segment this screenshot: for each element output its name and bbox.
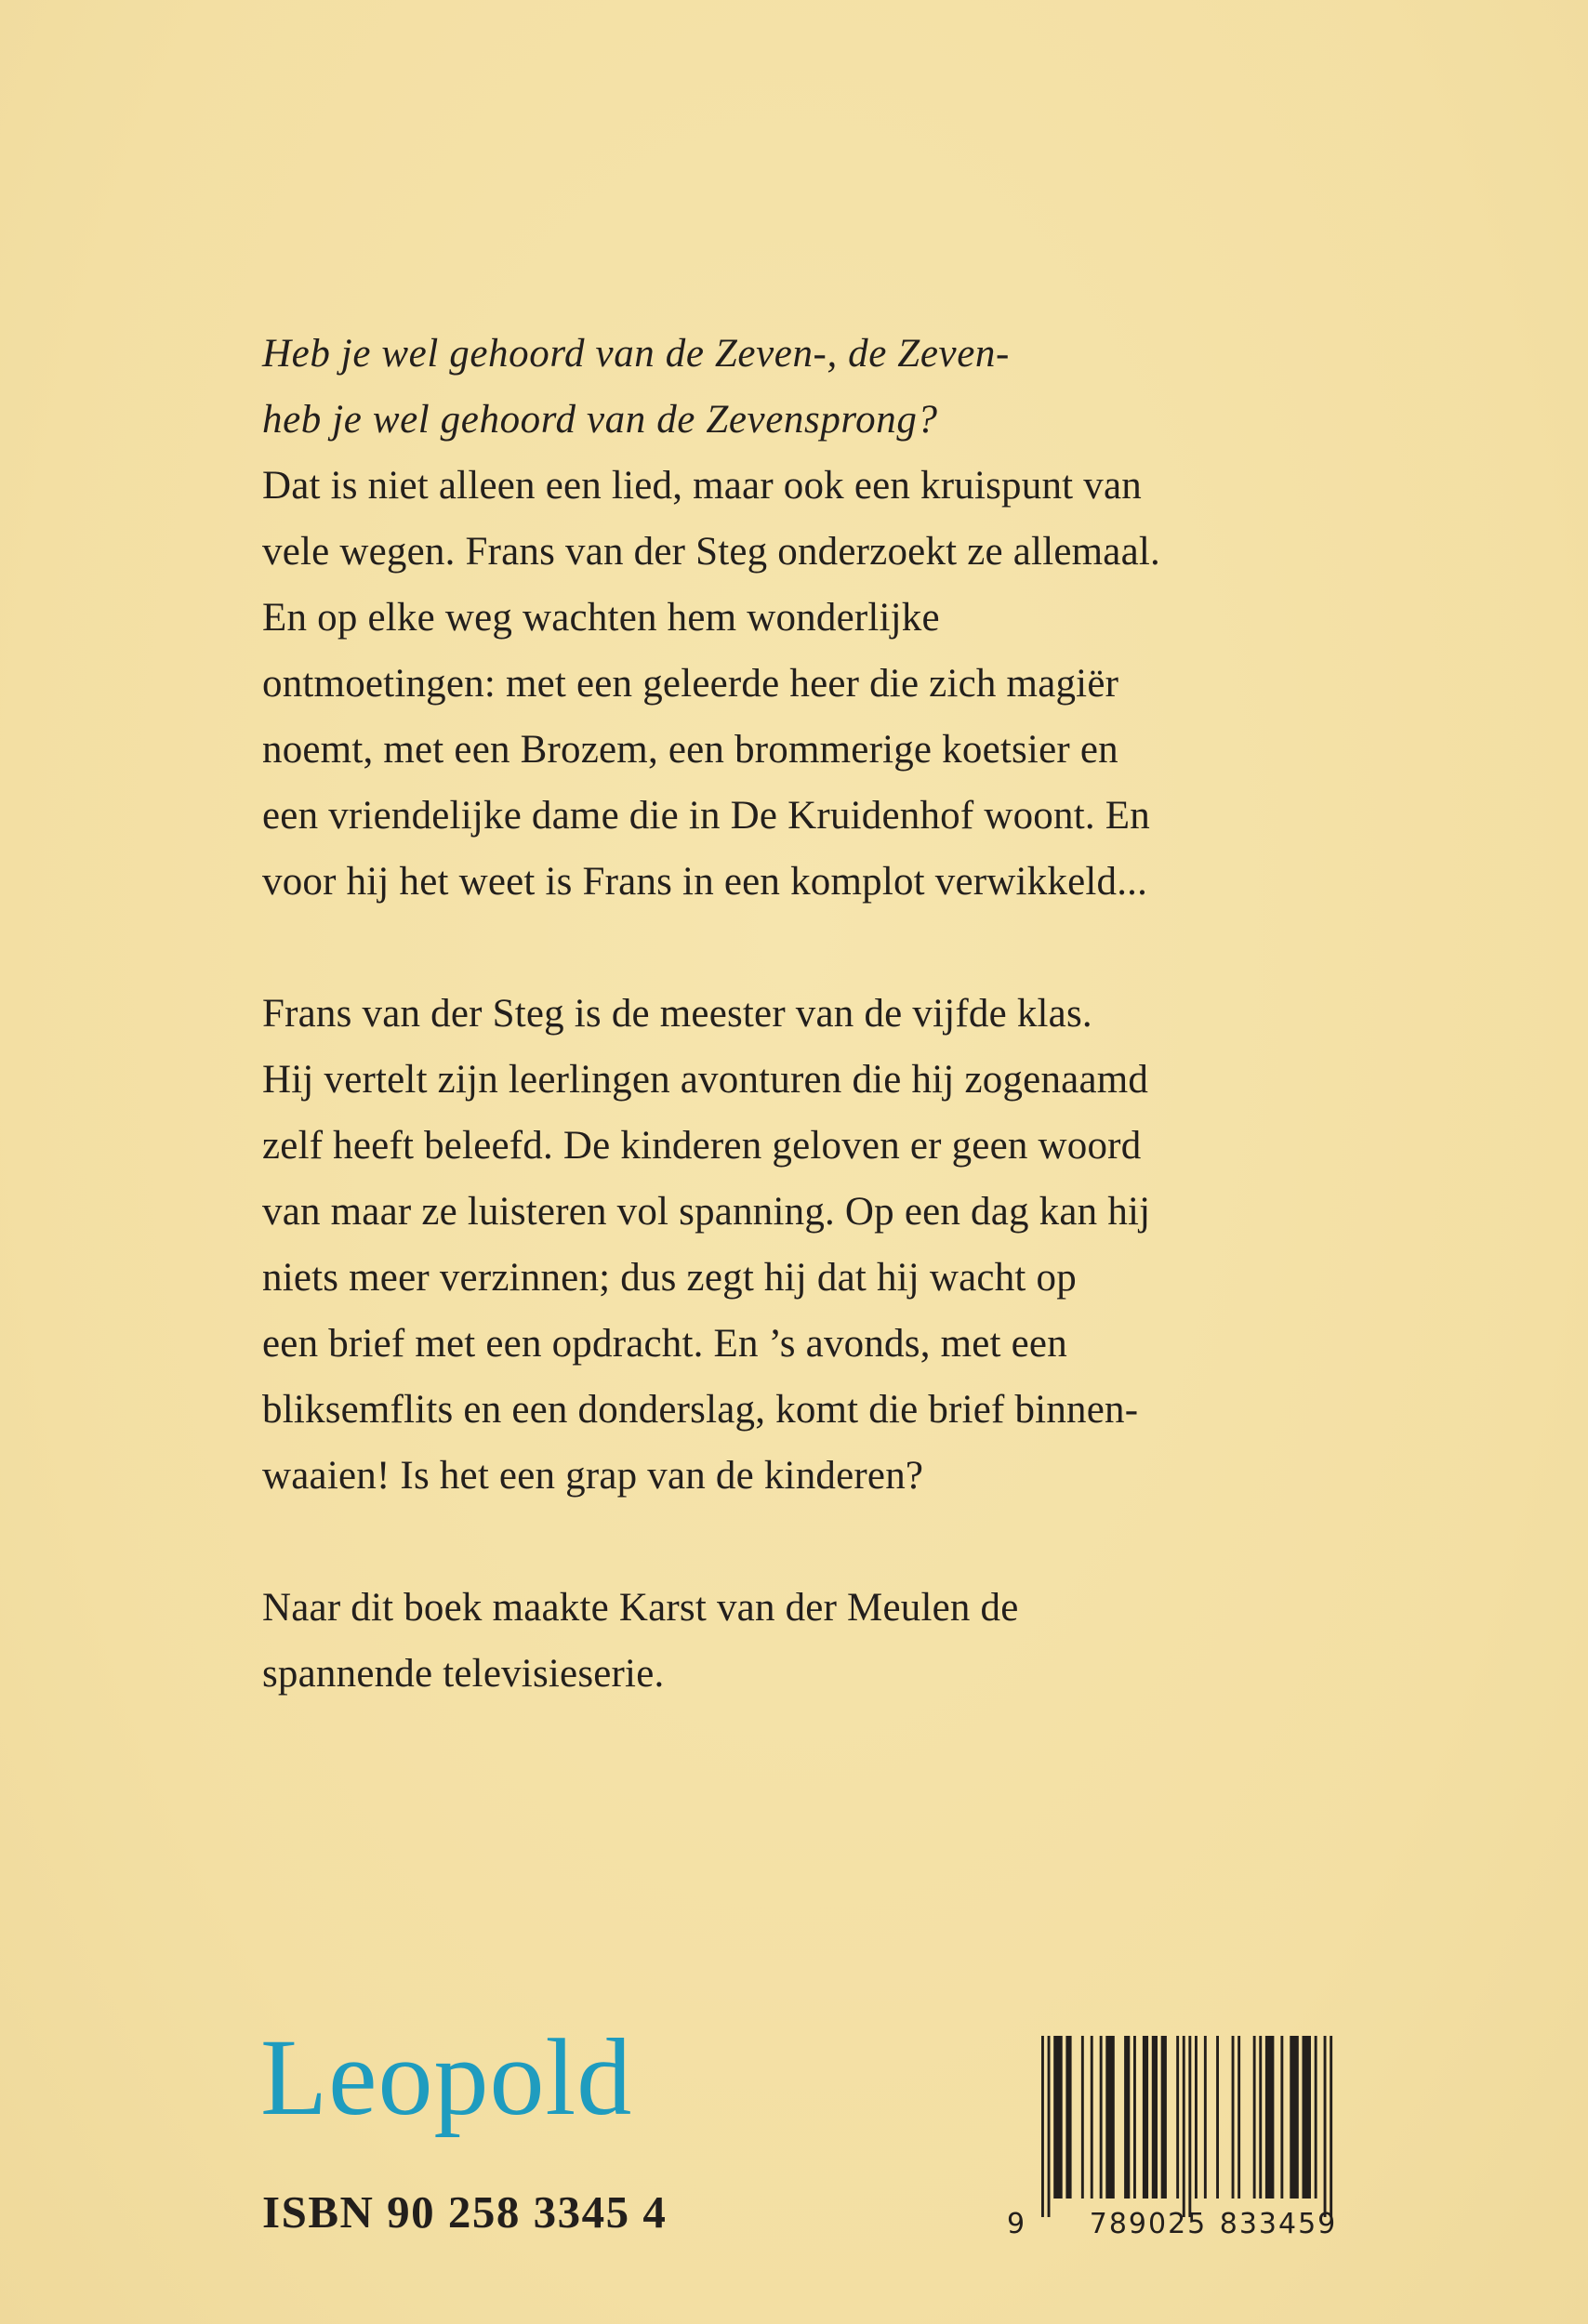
paragraph-line: spannende televisieserie. <box>262 1652 665 1696</box>
paragraph-line: niets meer verzinnen; dus zegt hij dat hij wacht op <box>262 1256 1077 1300</box>
barcode <box>999 2027 1353 2240</box>
barcode-bar <box>1183 2036 1185 2217</box>
barcode-bar <box>1232 2036 1235 2199</box>
paragraph-line: Naar dit boek maakte Karst van der Meulen de <box>262 1586 1019 1630</box>
barcode-first-digit: 9 <box>1007 2208 1026 2240</box>
barcode-bar <box>1081 2036 1084 2199</box>
barcode-bars <box>1041 2036 1332 2217</box>
paragraph-line: bliksemflits en een donderslag, komt die brief binnen- <box>262 1388 1139 1432</box>
barcode-bar <box>1195 2036 1198 2199</box>
paragraph-line: een brief met een opdracht. En ’s avonds, met een <box>262 1322 1067 1366</box>
barcode-bar <box>1161 2036 1167 2199</box>
barcode-bar <box>1188 2036 1191 2217</box>
barcode-bar <box>1091 2036 1093 2199</box>
barcode-bar <box>1303 2036 1312 2199</box>
blurb <box>262 321 1471 1707</box>
paragraph-2 <box>262 981 1471 1509</box>
barcode-bar <box>1204 2036 1207 2199</box>
paragraph-line: Hij vertelt zijn leerlingen avonturen die hij zogenaamd <box>262 1058 1149 1102</box>
paragraph-line: van maar ze luisteren vol spanning. Op een dag kan hij <box>262 1190 1151 1234</box>
barcode-right-digits: 833459 <box>1219 2208 1338 2240</box>
barcode-bar <box>1259 2036 1262 2199</box>
barcode-bar <box>1053 2036 1063 2199</box>
barcode-bar <box>1048 2036 1051 2217</box>
isbn-number: ISBN 90 258 3345 4 <box>262 2186 668 2238</box>
barcode-bar <box>1041 2036 1044 2217</box>
barcode-bar <box>1216 2036 1219 2199</box>
barcode-bar <box>1105 2036 1115 2199</box>
barcode-bar <box>1265 2036 1275 2199</box>
barcode-bar <box>1176 2036 1179 2199</box>
barcode-bar <box>1237 2036 1240 2199</box>
barcode-bar <box>1324 2036 1327 2217</box>
publisher-logo: Leopold <box>260 2016 633 2138</box>
verse-line: Heb je wel gehoord van de Zeven-, de Zeven- <box>262 332 1010 376</box>
paragraph-line: En op elke weg wachten hem wonderlijke <box>262 596 940 640</box>
barcode-left-digits: 789025 <box>1089 2208 1208 2240</box>
verse-line: heb je wel gehoord van de Zevensprong? <box>262 398 938 442</box>
barcode-bar <box>1100 2036 1103 2199</box>
barcode-bar <box>1143 2036 1148 2199</box>
barcode-bar <box>1065 2036 1071 2199</box>
barcode-bar <box>1152 2036 1158 2199</box>
paragraph-line: vele wegen. Frans van der Steg onderzoekt ze allemaal. <box>262 530 1160 574</box>
paragraph-line: een vriendelijke dame die in De Kruidenhof woont. En <box>262 794 1150 838</box>
paragraph-line: zelf heeft beleefd. De kinderen geloven er geen woord <box>262 1124 1142 1168</box>
verse <box>262 321 1471 915</box>
paragraph-line: Dat is niet alleen een lied, maar ook een kruispunt van <box>262 464 1142 508</box>
barcode-graphic <box>999 2027 1353 2240</box>
paragraph-line: voor hij het weet is Frans in een komplot verwikkeld... <box>262 860 1148 904</box>
barcode-bar <box>1124 2036 1130 2199</box>
barcode-bar <box>1290 2036 1299 2199</box>
paragraph-3 <box>262 1575 1471 1707</box>
paragraph-line: Frans van der Steg is de meester van de vijfde klas. <box>262 992 1092 1036</box>
barcode-bar <box>1280 2036 1283 2199</box>
barcode-bar <box>1330 2036 1332 2217</box>
paragraph-line: noemt, met een Brozem, een brommerige koetsier en <box>262 728 1118 772</box>
barcode-bar <box>1253 2036 1256 2199</box>
paragraph-line: ontmoetingen: met een geleerde heer die zich magiër <box>262 662 1119 706</box>
paragraph-line: waaien! Is het een grap van de kinderen? <box>262 1454 924 1498</box>
barcode-bar <box>1133 2036 1136 2199</box>
barcode-bar <box>1315 2036 1317 2199</box>
